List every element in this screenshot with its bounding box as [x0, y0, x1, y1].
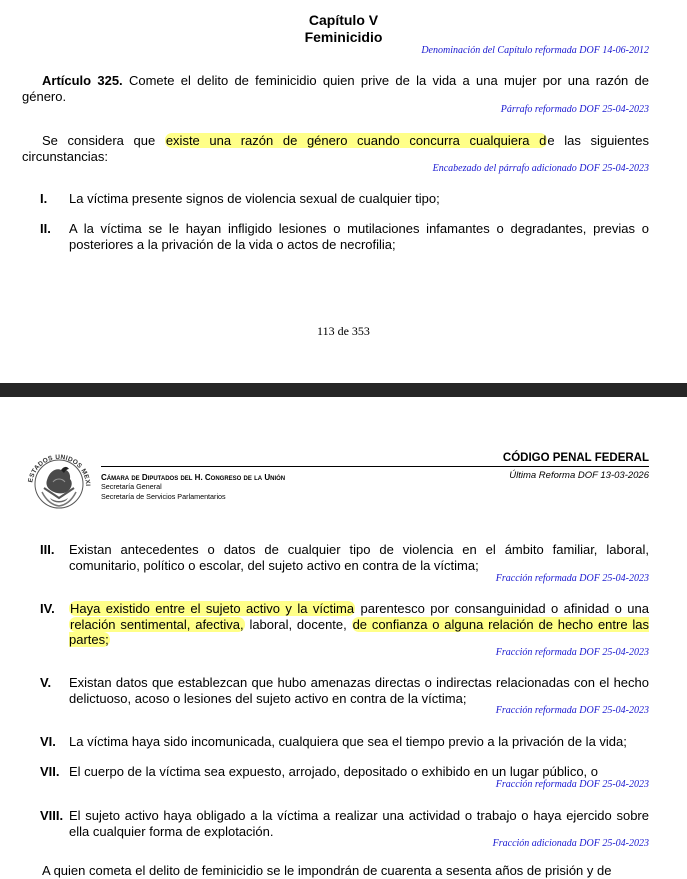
page-divider	[0, 383, 687, 397]
secretariat-name: Secretaría General	[101, 482, 162, 491]
last-reform: Última Reforma DOF 13-03-2026	[509, 470, 649, 481]
chapter-heading: Capítulo V	[308, 12, 379, 28]
fraction-viii-note: Fracción adicionada DOF 25-04-2023	[492, 838, 649, 849]
fraction-vii-note: Fracción reformada DOF 25-04-2023	[495, 779, 649, 790]
article-325	[22, 73, 649, 104]
closing-paragraph: A quien cometa el delito de feminicidio se le impondrán de cuarenta a sesenta años de prisión y de	[42, 863, 612, 878]
code-title: CÓDIGO PENAL FEDERAL	[502, 452, 649, 464]
chamber-name: Cámara de Diputados del H. Congreso de la Unión	[101, 473, 286, 482]
fraction-iv-note: Fracción reformada DOF 25-04-2023	[495, 647, 649, 658]
article-text: Comete el delito de feminicidio quien prive de la vida a una mujer por una razón de género.	[22, 73, 649, 104]
highlight: relación sentimental, afectiva,	[70, 616, 244, 632]
highlight: Haya existido entre el sujeto activo y la víctima	[70, 601, 355, 616]
intro-reform-note: Encabezado del párrafo adicionado DOF 25-04-2023	[432, 163, 649, 174]
highlight: existe una razón de género cuando concurra cualquiera d	[165, 133, 547, 148]
chapter-reform-note: Denominación del Capítulo reformada DOF 14-06-2012	[421, 45, 649, 56]
article-label: Artículo 325.	[42, 73, 123, 88]
intro-paragraph: Se considera que existe una razón de género cuando concurra cualquiera de las siguientes circunstancias:	[22, 133, 649, 164]
header-rule	[101, 466, 649, 467]
page-number: 113 de 353	[317, 324, 370, 338]
fraction-v-note: Fracción reformada DOF 25-04-2023	[495, 705, 649, 716]
article-reform-note: Párrafo reformado DOF 25-04-2023	[500, 104, 649, 115]
mexico-seal-icon	[20, 442, 98, 520]
services-name: Secretaría de Servicios Parlamentarios	[101, 492, 226, 501]
chapter-name: Feminicidio	[304, 29, 383, 45]
seal-text: ESTADOS UNIDOS MEXI	[27, 453, 92, 487]
fraction-iii-note: Fracción reformada DOF 25-04-2023	[495, 573, 649, 584]
highlight: de confianza o alguna relación de hecho entre las partes;	[69, 616, 649, 647]
